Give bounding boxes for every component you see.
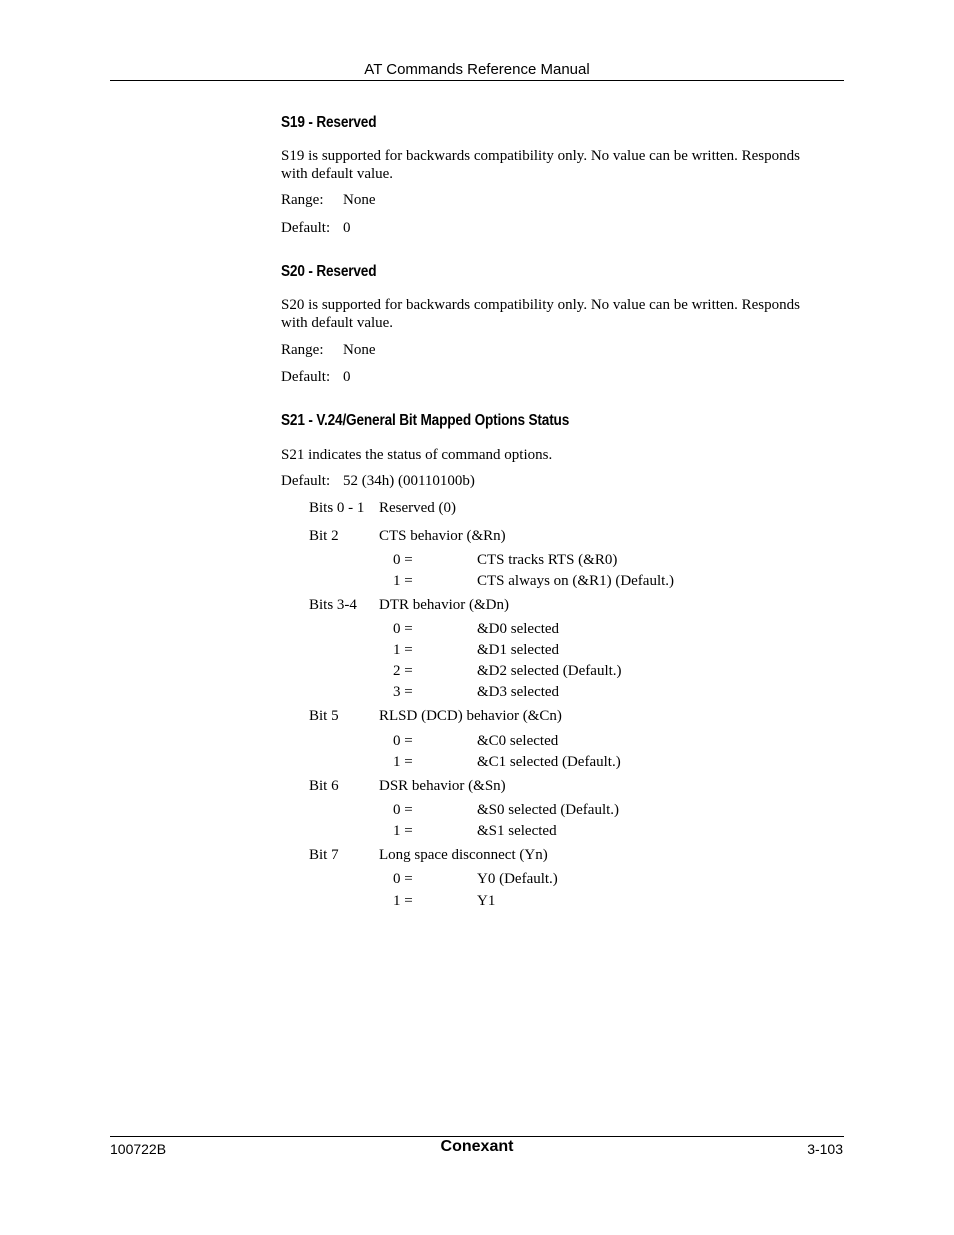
bit-description: CTS behavior (&Rn): [379, 528, 506, 544]
option-value: 3 =: [393, 684, 413, 700]
s20-line-2: with default value.: [281, 315, 394, 331]
s19-description: [281, 147, 841, 183]
option-description: CTS tracks RTS (&R0): [477, 552, 618, 568]
option-description: Y0 (Default.): [477, 871, 558, 887]
s21-heading: S21 - V.24/General Bit Mapped Options Status: [281, 412, 570, 429]
option-description: &D1 selected: [477, 642, 560, 658]
bit-number: Bit 7: [309, 847, 339, 863]
option-value: 1 =: [393, 573, 413, 589]
option-value: 1 =: [393, 642, 413, 658]
footer-page-number: 3-103: [807, 1141, 843, 1157]
option-description: &C1 selected (Default.): [477, 754, 621, 770]
header-title: AT Commands Reference Manual: [364, 61, 590, 78]
bit-description: RLSD (DCD) behavior (&Cn): [379, 708, 562, 724]
s21-default: [281, 473, 475, 490]
s19-range-value: None: [343, 192, 376, 208]
s20-default: [281, 369, 351, 386]
option-description: &D3 selected: [477, 684, 560, 700]
s20-line-1: S20 is supported for backwards compatibility only. No value can be written. Responds: [281, 297, 800, 313]
bit-description: Reserved (0): [379, 500, 457, 516]
s20-heading: S20 - Reserved: [281, 263, 377, 280]
option-value: 1 =: [393, 893, 413, 909]
s19-default-value: 0: [343, 220, 351, 236]
s21-default-label: Default:: [281, 473, 331, 489]
option-value: 1 =: [393, 754, 413, 770]
bit-number: Bit 5: [309, 708, 339, 724]
s19-range: [281, 192, 376, 209]
option-value: 0 =: [393, 871, 413, 887]
option-value: 0 =: [393, 621, 413, 637]
bit-number: Bit 2: [309, 528, 339, 544]
option-description: &S0 selected (Default.): [477, 802, 620, 818]
s20-description: [281, 296, 841, 332]
s21-default-value: 52 (34h) (00110100b): [343, 473, 475, 489]
bit-description: DSR behavior (&Sn): [379, 778, 506, 794]
footer-company: Conexant: [440, 1138, 514, 1155]
option-description: &C0 selected: [477, 733, 559, 749]
s19-default: [281, 220, 351, 237]
s19-default-label: Default:: [281, 220, 331, 236]
s20-default-value: 0: [343, 369, 351, 385]
bit-description: DTR behavior (&Dn): [379, 597, 509, 613]
s20-range-value: None: [343, 342, 376, 358]
bit-description: Long space disconnect (Yn): [379, 847, 548, 863]
option-value: 2 =: [393, 663, 413, 679]
option-description: &D2 selected (Default.): [477, 663, 622, 679]
bit-number: Bits 0 - 1: [309, 500, 365, 516]
s20-range: [281, 342, 376, 359]
s19-heading: S19 - Reserved: [281, 114, 377, 131]
s21-intro: S21 indicates the status of command options.: [281, 447, 553, 463]
option-value: 0 =: [393, 802, 413, 818]
bit-number: Bit 6: [309, 778, 339, 794]
footer-rule: [110, 1136, 844, 1137]
option-value: 0 =: [393, 733, 413, 749]
option-description: Y1: [477, 893, 496, 909]
s19-line-1: S19 is supported for backwards compatibility only. No value can be written. Responds: [281, 148, 800, 164]
s20-default-label: Default:: [281, 369, 331, 385]
option-value: 1 =: [393, 823, 413, 839]
option-description: &D0 selected: [477, 621, 560, 637]
footer-doc-number: 100722B: [110, 1141, 167, 1157]
option-value: 0 =: [393, 552, 413, 568]
option-description: CTS always on (&R1) (Default.): [477, 573, 675, 589]
s19-line-2: with default value.: [281, 166, 394, 182]
s19-range-label: Range:: [281, 192, 324, 208]
option-description: &S1 selected: [477, 823, 557, 839]
bit-number: Bits 3-4: [309, 597, 357, 613]
header-rule: [110, 80, 844, 81]
s20-range-label: Range:: [281, 342, 324, 358]
